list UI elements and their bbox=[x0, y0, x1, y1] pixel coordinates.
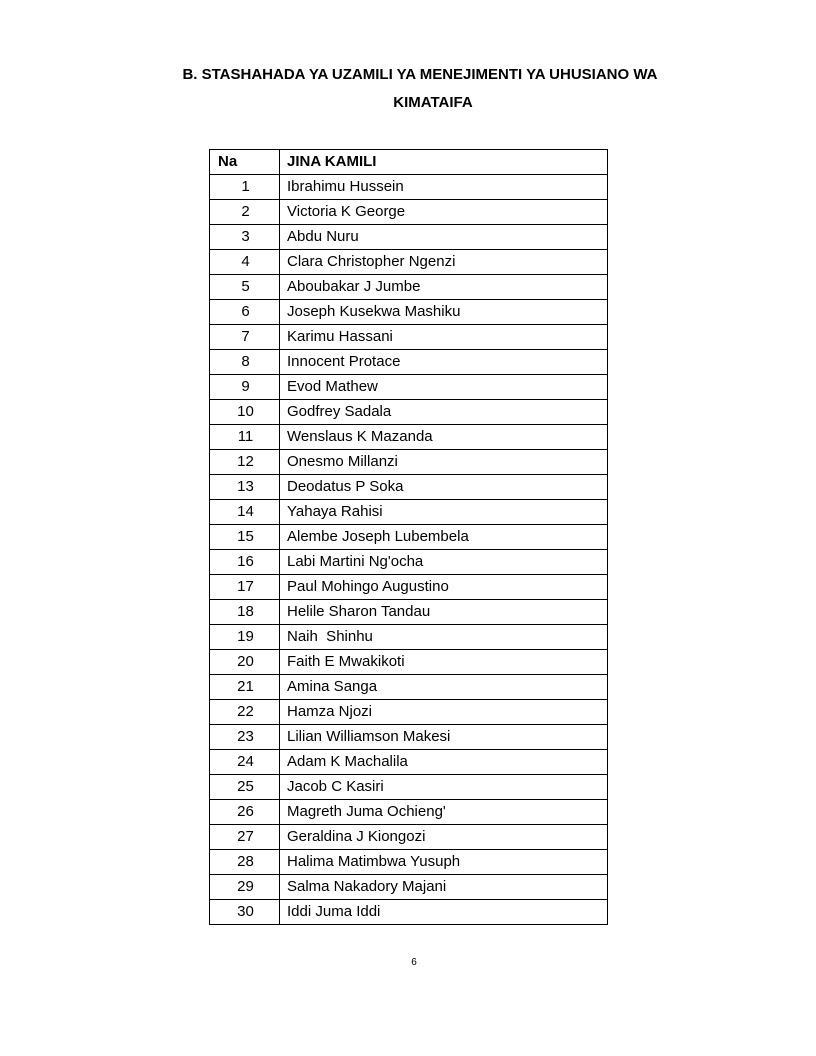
column-header-full-name: JINA KAMILI bbox=[280, 150, 608, 175]
table-row bbox=[210, 300, 608, 325]
full-name: Geraldina J Kiongozi bbox=[280, 825, 608, 850]
table-row bbox=[210, 700, 608, 725]
table-row bbox=[210, 775, 608, 800]
row-number: 28 bbox=[210, 850, 280, 875]
table-row bbox=[210, 200, 608, 225]
full-name: Evod Mathew bbox=[280, 375, 608, 400]
full-name: Amina Sanga bbox=[280, 675, 608, 700]
full-name: Faith E Mwakikoti bbox=[280, 650, 608, 675]
full-name: Labi Martini Ng'ocha bbox=[280, 550, 608, 575]
full-name: Lilian Williamson Makesi bbox=[280, 725, 608, 750]
table-row bbox=[210, 400, 608, 425]
row-number: 27 bbox=[210, 825, 280, 850]
row-number: 16 bbox=[210, 550, 280, 575]
full-name: Paul Mohingo Augustino bbox=[280, 575, 608, 600]
full-name: Godfrey Sadala bbox=[280, 400, 608, 425]
row-number: 5 bbox=[210, 275, 280, 300]
table-row bbox=[210, 575, 608, 600]
section-heading-continuation: KIMATAIFA bbox=[393, 94, 473, 111]
full-name: Salma Nakadory Majani bbox=[280, 875, 608, 900]
row-number: 1 bbox=[210, 175, 280, 200]
row-number: 24 bbox=[210, 750, 280, 775]
row-number: 10 bbox=[210, 400, 280, 425]
table-row bbox=[210, 875, 608, 900]
full-name: Helile Sharon Tandau bbox=[280, 600, 608, 625]
table-row bbox=[210, 900, 608, 925]
row-number: 25 bbox=[210, 775, 280, 800]
row-number: 20 bbox=[210, 650, 280, 675]
row-number: 21 bbox=[210, 675, 280, 700]
table-row bbox=[210, 275, 608, 300]
table-row bbox=[210, 425, 608, 450]
full-name: Abdu Nuru bbox=[280, 225, 608, 250]
row-number: 6 bbox=[210, 300, 280, 325]
page-number: 6 bbox=[411, 957, 417, 968]
table-row bbox=[210, 650, 608, 675]
table-row bbox=[210, 600, 608, 625]
table-row bbox=[210, 525, 608, 550]
row-number: 22 bbox=[210, 700, 280, 725]
full-name: Ibrahimu Hussein bbox=[280, 175, 608, 200]
full-name: Alembe Joseph Lubembela bbox=[280, 525, 608, 550]
full-name: Wenslaus K Mazanda bbox=[280, 425, 608, 450]
table-row bbox=[210, 550, 608, 575]
row-number: 13 bbox=[210, 475, 280, 500]
table-row bbox=[210, 475, 608, 500]
table-row bbox=[210, 825, 608, 850]
row-number: 3 bbox=[210, 225, 280, 250]
row-number: 19 bbox=[210, 625, 280, 650]
row-number: 2 bbox=[210, 200, 280, 225]
table-row bbox=[210, 375, 608, 400]
full-name: Jacob C Kasiri bbox=[280, 775, 608, 800]
row-number: 29 bbox=[210, 875, 280, 900]
table-row bbox=[210, 175, 608, 200]
full-name: Deodatus P Soka bbox=[280, 475, 608, 500]
table-body bbox=[210, 175, 608, 925]
table-row bbox=[210, 750, 608, 775]
table-row bbox=[210, 325, 608, 350]
table-row bbox=[210, 675, 608, 700]
table-row bbox=[210, 450, 608, 475]
row-number: 15 bbox=[210, 525, 280, 550]
row-number: 26 bbox=[210, 800, 280, 825]
column-header-number: Na bbox=[210, 150, 280, 175]
graduates-table bbox=[209, 149, 608, 925]
table-row bbox=[210, 800, 608, 825]
full-name: Onesmo Millanzi bbox=[280, 450, 608, 475]
full-name: Clara Christopher Ngenzi bbox=[280, 250, 608, 275]
full-name: Hamza Njozi bbox=[280, 700, 608, 725]
full-name: Yahaya Rahisi bbox=[280, 500, 608, 525]
row-number: 30 bbox=[210, 900, 280, 925]
row-number: 8 bbox=[210, 350, 280, 375]
section-heading: B. STASHAHADA YA UZAMILI YA MENEJIMENTI YA UHUSIANO WA bbox=[182, 66, 658, 83]
row-number: 14 bbox=[210, 500, 280, 525]
table-row bbox=[210, 250, 608, 275]
row-number: 18 bbox=[210, 600, 280, 625]
table-row bbox=[210, 725, 608, 750]
table-row bbox=[210, 350, 608, 375]
row-number: 4 bbox=[210, 250, 280, 275]
table-row bbox=[210, 225, 608, 250]
row-number: 12 bbox=[210, 450, 280, 475]
full-name: Joseph Kusekwa Mashiku bbox=[280, 300, 608, 325]
table-row bbox=[210, 625, 608, 650]
table-row bbox=[210, 850, 608, 875]
full-name: Adam K Machalila bbox=[280, 750, 608, 775]
full-name: Naih Shinhu bbox=[280, 625, 608, 650]
row-number: 7 bbox=[210, 325, 280, 350]
full-name: Victoria K George bbox=[280, 200, 608, 225]
full-name: Innocent Protace bbox=[280, 350, 608, 375]
full-name: Aboubakar J Jumbe bbox=[280, 275, 608, 300]
row-number: 17 bbox=[210, 575, 280, 600]
row-number: 9 bbox=[210, 375, 280, 400]
full-name: Karimu Hassani bbox=[280, 325, 608, 350]
full-name: Magreth Juma Ochieng' bbox=[280, 800, 608, 825]
full-name: Halima Matimbwa Yusuph bbox=[280, 850, 608, 875]
table-row bbox=[210, 500, 608, 525]
row-number: 23 bbox=[210, 725, 280, 750]
full-name: Iddi Juma Iddi bbox=[280, 900, 608, 925]
table-header-row bbox=[210, 150, 608, 175]
row-number: 11 bbox=[210, 425, 280, 450]
